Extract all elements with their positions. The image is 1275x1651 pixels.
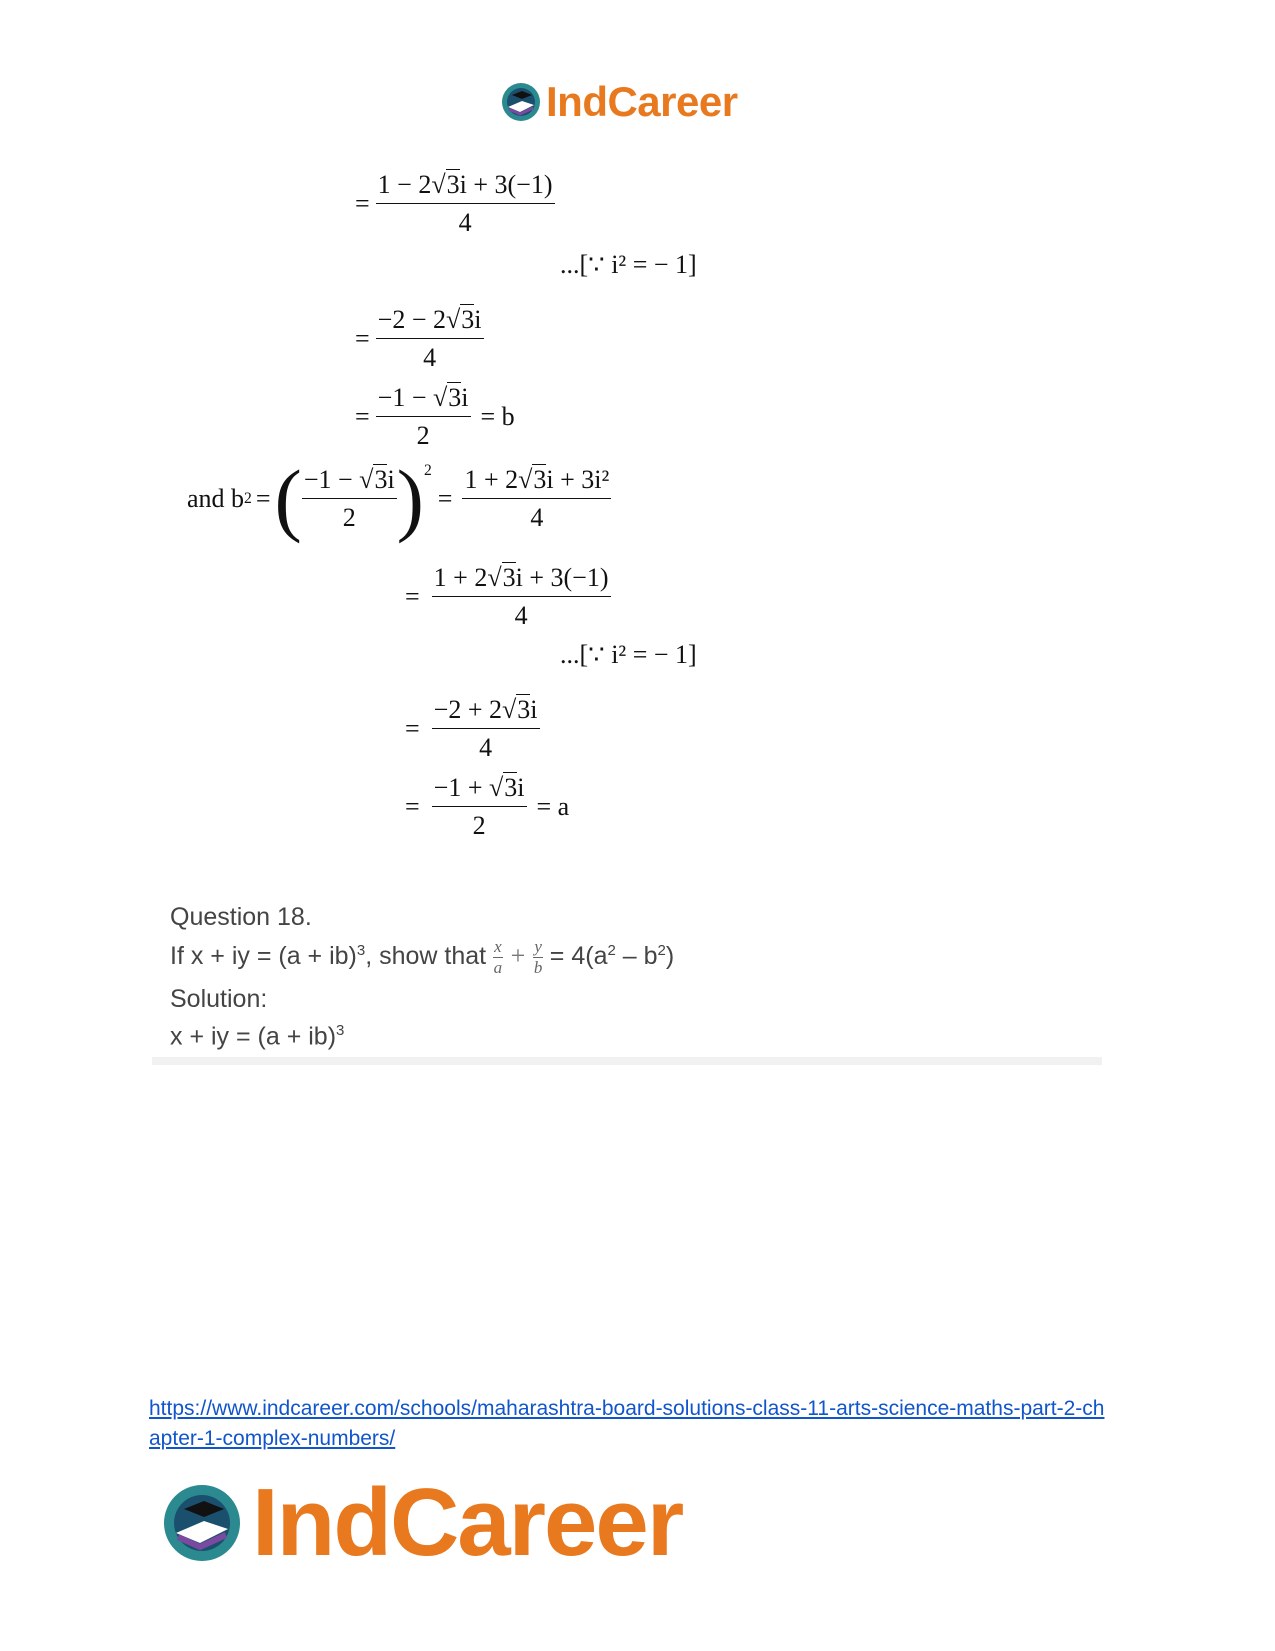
brand-logo-bottom	[160, 1468, 682, 1578]
math-line-1: = $\frac{1 - 2√3i + 3(-1)}{4}$	[355, 170, 553, 237]
math-line-4: and b 2 = ( $\frac{-1 - √3i}{2}$ ) $^2$ = $\frac{\text{1 + 2√3i + 3i²}}{4}$	[187, 453, 610, 544]
solution-label: Solution:	[170, 985, 268, 1013]
math-line-3: = $\frac{-1 - √3i}{2}$ = b	[355, 383, 515, 450]
graduation-book-icon	[160, 1481, 244, 1565]
math-note-1: ...[∵ i² = − 1]	[560, 250, 697, 279]
math-line-2: = $\frac{-2 - 2√3i}{4}$	[355, 305, 482, 372]
question-title: Question 18.	[170, 903, 312, 931]
graduation-book-icon	[500, 81, 542, 123]
brand-name-bottom: IndCareer	[252, 1469, 683, 1576]
content-divider	[152, 1057, 1102, 1065]
question-statement: If x + iy = (a + ib)$^3$, show that $\frac{x}{a}$ + $\frac{y}{b}$ = $4(a^2 - b^2)$	[170, 937, 675, 977]
solution-line-1: x + iy = (a + ib)$^3$	[170, 1022, 345, 1051]
math-line-6: = $\frac{-2 + 2√3i}{4}$	[405, 695, 538, 762]
brand-logo-top	[500, 78, 738, 126]
source-link[interactable]: https://www.indcareer.com/schools/maharashtra-board-solutions-class-11-arts-science-maths-part-2-chapter-1-complex-numbers/	[149, 1397, 1105, 1450]
math-note-2: ...[∵ i² = − 1]	[560, 640, 697, 669]
math-line-7: = $\frac{-1 + √3i}{2}$ = a	[405, 773, 570, 840]
brand-name-top: IndCareer	[546, 78, 738, 125]
math-line-5: = $\frac{1 + 2√3i + 3(-1)}{4}$	[405, 563, 609, 630]
